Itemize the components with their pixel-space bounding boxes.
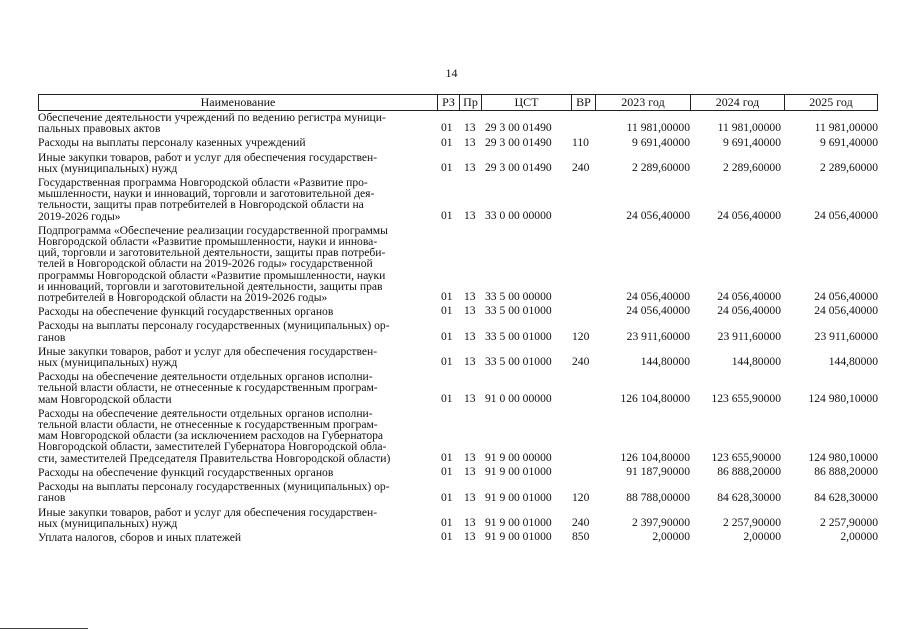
- row-2024: 123 655,90000: [711, 391, 781, 405]
- row-2023: 9 691,40000: [632, 135, 690, 149]
- table-row: [38, 408, 898, 464]
- row-name: Уплата налогов, сборов и иных платежей: [38, 530, 242, 544]
- row-2024: 24 056,40000: [717, 304, 781, 318]
- table-row: [38, 177, 898, 222]
- row-pr: 13: [464, 121, 476, 135]
- table-header: [38, 94, 878, 111]
- row-2025: 9 691,40000: [820, 135, 878, 149]
- row-pr: 13: [464, 161, 476, 175]
- row-rz: 01: [441, 530, 453, 544]
- row-2023: 126 104,80000: [620, 450, 690, 464]
- row-cst: 91 9 00 01000: [485, 530, 552, 544]
- row-name: Иные закупки товаров, работ и услуг для обеспечения государствен- ных (муниципальных) нужд: [38, 150, 378, 175]
- row-2024: 144,80000: [731, 355, 781, 369]
- table-row: [38, 112, 898, 134]
- row-pr: 13: [464, 490, 476, 504]
- row-2024: 24 056,40000: [717, 208, 781, 222]
- header-2024: 2024 год: [690, 95, 784, 110]
- row-rz: 01: [441, 121, 453, 135]
- row-2024: 23 911,60000: [717, 329, 781, 343]
- row-pr: 13: [464, 530, 476, 544]
- row-cst: 29 3 00 01490: [485, 135, 552, 149]
- row-2025: 24 056,40000: [814, 304, 878, 318]
- row-2025: 84 628,30000: [814, 490, 878, 504]
- row-name: Расходы на выплаты персоналу казенных учреждений: [38, 136, 306, 150]
- table-row: [38, 346, 898, 368]
- row-2024: 2 257,90000: [723, 515, 781, 529]
- row-2025: 124 980,10000: [808, 391, 878, 405]
- row-vr: 120: [572, 329, 590, 343]
- table-row: [38, 137, 898, 148]
- row-2023: 91 187,90000: [626, 465, 690, 479]
- row-rz: 01: [441, 135, 453, 149]
- row-cst: 91 9 00 01000: [485, 490, 552, 504]
- header-vr: ВР: [571, 95, 595, 110]
- table-row: [38, 152, 898, 174]
- row-rz: 01: [441, 391, 453, 405]
- table-row: [38, 320, 898, 342]
- row-cst: 29 3 00 01490: [485, 121, 552, 135]
- row-2025: 2,00000: [840, 530, 878, 544]
- row-2023: 2 397,90000: [632, 515, 690, 529]
- row-name: Расходы на обеспечение деятельности отдельных органов исполни- тельной власти области, не отнесенные к государственным програм- мам Новгородской области (за исключением расходов на Губернатора Новгородской области, заместителей Губернатора Новгородской обла- сти, заместителей Председателя Правительства Новгородской области): [38, 406, 391, 465]
- row-pr: 13: [464, 208, 476, 222]
- row-2024: 11 981,00000: [717, 121, 781, 135]
- row-cst: 29 3 00 01490: [485, 161, 552, 175]
- table-row: [38, 225, 898, 303]
- row-rz: 01: [441, 515, 453, 529]
- row-2023: 24 056,40000: [626, 208, 690, 222]
- row-cst: 33 5 00 01000: [485, 329, 552, 343]
- row-2023: 88 788,00000: [626, 490, 690, 504]
- row-2025: 2 257,90000: [820, 515, 878, 529]
- header-name: Наименование: [200, 95, 276, 109]
- row-rz: 01: [441, 329, 453, 343]
- row-2024: 123 655,90000: [711, 450, 781, 464]
- table-body: [38, 112, 898, 546]
- row-vr: 240: [572, 161, 590, 175]
- row-2025: 24 056,40000: [814, 290, 878, 304]
- row-cst: 91 0 00 00000: [485, 391, 552, 405]
- row-name: Расходы на выплаты персоналу государственных (муниципальных) ор- ганов: [38, 319, 390, 344]
- row-rz: 01: [441, 450, 453, 464]
- header-2023: 2023 год: [595, 95, 690, 110]
- row-2023: 126 104,80000: [620, 391, 690, 405]
- row-rz: 01: [441, 208, 453, 222]
- row-2025: 23 911,60000: [814, 329, 878, 343]
- row-2024: 24 056,40000: [717, 290, 781, 304]
- row-rz: 01: [441, 161, 453, 175]
- row-pr: 13: [464, 515, 476, 529]
- row-vr: 240: [572, 515, 590, 529]
- row-2025: 2 289,60000: [820, 161, 878, 175]
- row-name: Расходы на обеспечение функций государственных органов: [38, 305, 334, 319]
- row-rz: 01: [441, 290, 453, 304]
- row-pr: 13: [464, 391, 476, 405]
- row-2024: 9 691,40000: [723, 135, 781, 149]
- row-cst: 33 0 00 00000: [485, 208, 552, 222]
- row-name: Иные закупки товаров, работ и услуг для обеспечения государствен- ных (муниципальных) нужд: [38, 344, 378, 370]
- row-2025: 24 056,40000: [814, 208, 878, 222]
- row-vr: 850: [572, 530, 590, 544]
- row-name: Обеспечение деятельности учреждений по ведению регистра муници- пальных правовых актов: [38, 111, 386, 136]
- row-name: Расходы на выплаты персоналу государственных (муниципальных) ор- ганов: [38, 480, 390, 505]
- row-cst: 33 5 00 01000: [485, 304, 552, 318]
- row-2024: 86 888,20000: [717, 465, 781, 479]
- table-row: [38, 371, 898, 405]
- row-pr: 13: [464, 290, 476, 304]
- page-number: 14: [445, 66, 458, 80]
- row-2024: 84 628,30000: [717, 490, 781, 504]
- row-2023: 144,80000: [640, 355, 690, 369]
- row-pr: 13: [464, 355, 476, 369]
- row-rz: 01: [441, 355, 453, 369]
- table-row: [38, 306, 898, 317]
- row-name: Расходы на обеспечение функций государственных органов: [38, 465, 334, 479]
- row-cst: 91 9 00 01000: [485, 515, 552, 529]
- row-2023: 24 056,40000: [626, 290, 690, 304]
- row-2023: 2 289,60000: [632, 161, 690, 175]
- header-cst: ЦСТ: [481, 95, 571, 110]
- row-pr: 13: [464, 465, 476, 479]
- row-2025: 86 888,20000: [814, 465, 878, 479]
- table-row: [38, 532, 898, 543]
- row-2025: 124 980,10000: [808, 450, 878, 464]
- row-cst: 91 9 00 01000: [485, 465, 552, 479]
- row-pr: 13: [464, 329, 476, 343]
- row-name: Государственная программа Новгородской области «Развитие про- мышленности, науки и инноваций, торговли и заготовительной дея- тельности, защиты прав потребителей в Новгородской области на 2019-2026 годы»: [38, 176, 375, 223]
- row-2023: 11 981,00000: [626, 121, 690, 135]
- row-vr: 240: [572, 355, 590, 369]
- row-2024: 2 289,60000: [723, 161, 781, 175]
- row-pr: 13: [464, 450, 476, 464]
- row-2023: 2,00000: [652, 530, 690, 544]
- row-2025: 144,80000: [828, 355, 878, 369]
- table-row: [38, 467, 898, 478]
- row-2025: 11 981,00000: [814, 121, 878, 135]
- row-pr: 13: [464, 304, 476, 318]
- table-row: [38, 507, 898, 529]
- row-rz: 01: [441, 490, 453, 504]
- row-name: Расходы на обеспечение деятельности отдельных органов исполни- тельной власти области, не отнесенные к государственным програм- мам Новгородской области: [38, 370, 378, 406]
- row-2024: 2,00000: [743, 530, 781, 544]
- row-cst: 33 5 00 01000: [485, 355, 552, 369]
- row-cst: 91 9 00 00000: [485, 450, 552, 464]
- row-name: Иные закупки товаров, работ и услуг для обеспечения государствен- ных (муниципальных) нужд: [38, 505, 378, 530]
- header-pr: Пр: [459, 95, 481, 110]
- header-2025: 2025 год: [784, 95, 877, 110]
- row-rz: 01: [441, 304, 453, 318]
- row-cst: 33 5 00 00000: [485, 290, 552, 304]
- footnote-divider: [0, 628, 88, 629]
- row-name: Подпрограмма «Обеспечение реализации государственной программы Новгородской области «Развитие промышленности, науки и иннова- ций, торговли и заготовительной деятельности, защиты прав потреби- телей в Новгородской области на 2019-2026 годы» государственной программы Новгородской области «Развитие промышленности, науки и инноваций, торговли и заготовительной деятельности, защиты прав потребителей в Новгородской области на 2019-2026 годы»: [38, 223, 388, 305]
- row-pr: 13: [464, 135, 476, 149]
- row-2023: 24 056,40000: [626, 304, 690, 318]
- row-rz: 01: [441, 465, 453, 479]
- row-vr: 120: [572, 490, 590, 504]
- header-rz: РЗ: [437, 95, 459, 110]
- row-vr: 110: [572, 135, 589, 149]
- row-2023: 23 911,60000: [626, 329, 690, 343]
- table-row: [38, 481, 898, 503]
